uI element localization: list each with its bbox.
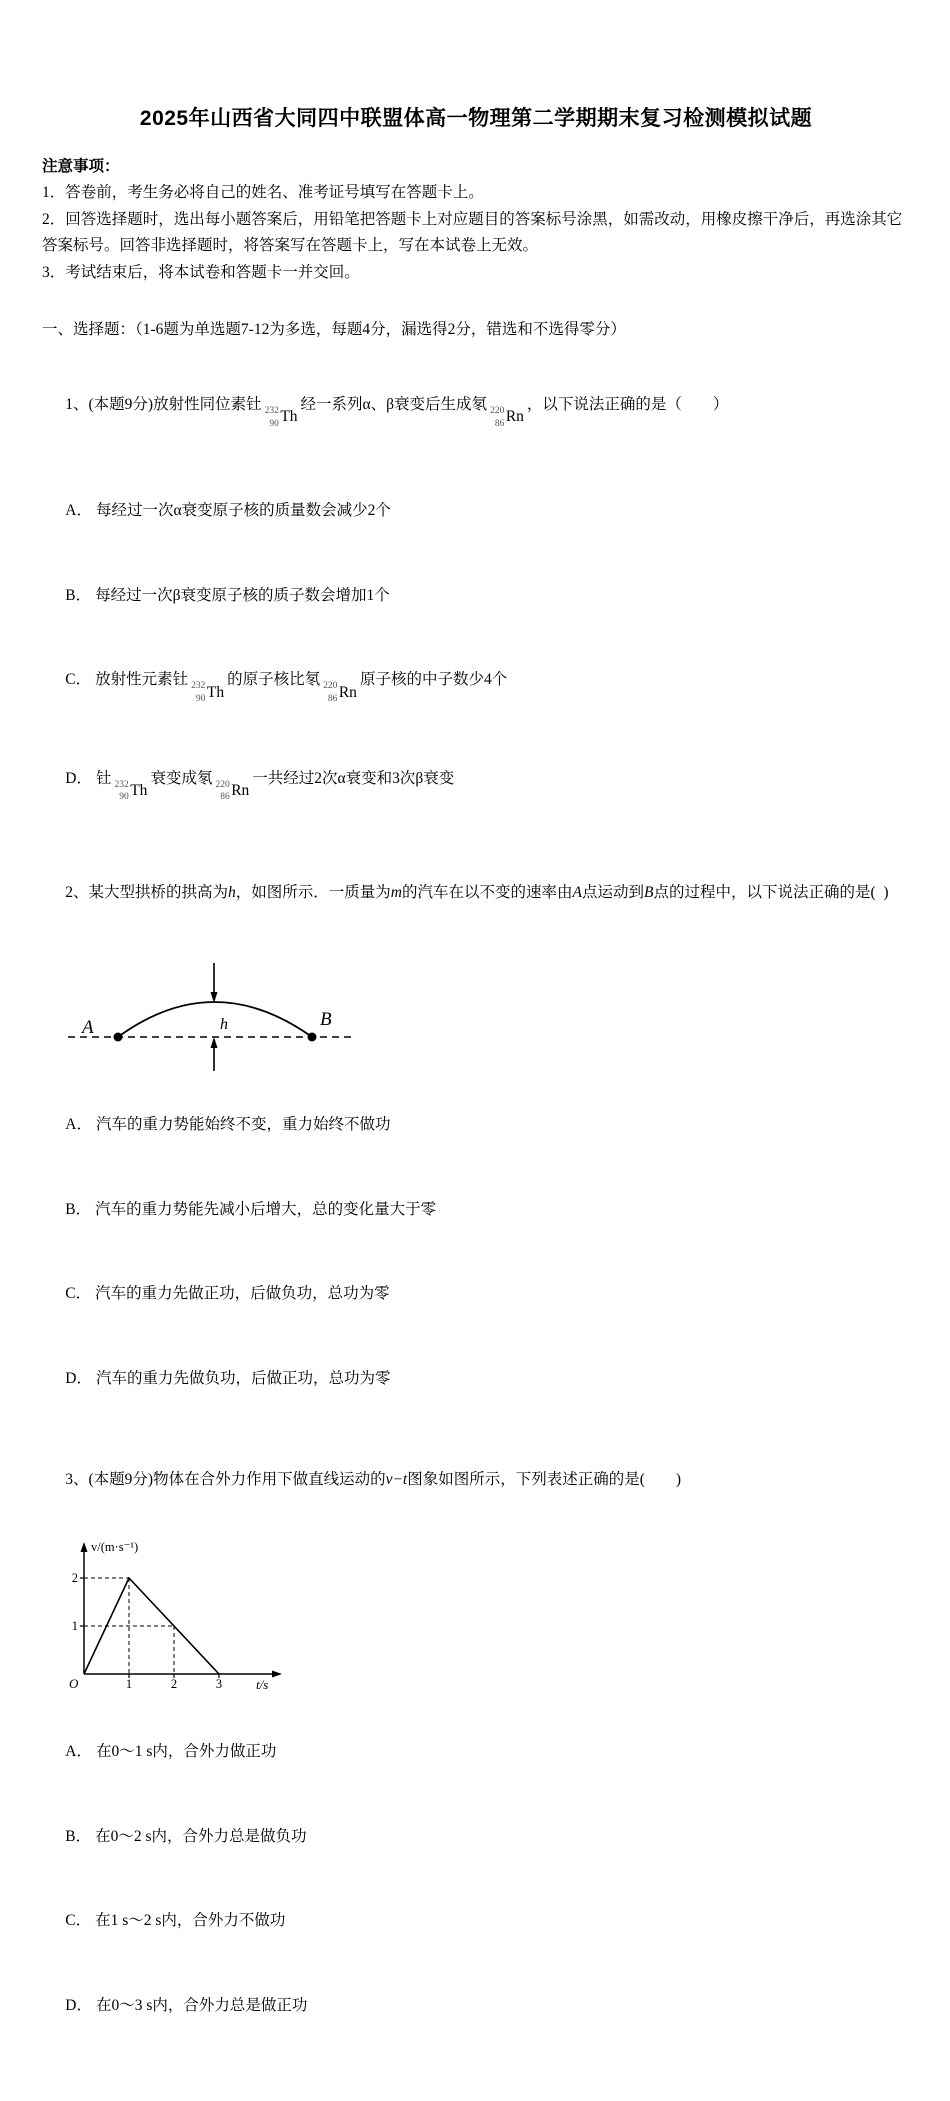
isotope-thorium-232: [114, 779, 147, 804]
x-axis-label: t/s: [256, 1676, 269, 1692]
question-3-stem: [42, 1438, 910, 1524]
q2-stem-text-3: 的汽车在以不变的速率由: [401, 884, 573, 902]
element-symbol: Th: [130, 782, 148, 800]
q3-option-a: [42, 1717, 910, 1787]
mass-number: 232: [264, 406, 279, 417]
question-1-stem: [42, 363, 910, 461]
option-text-3: 一共经过2次α衰变和3次β衰变: [252, 769, 455, 787]
atomic-number: 90: [195, 693, 206, 704]
q2-option-c: [42, 1259, 910, 1329]
atomic-number: 86: [327, 693, 338, 704]
point-a-dot: [114, 1032, 123, 1041]
option-text-3: 原子核的中子数少4个: [359, 671, 508, 689]
y-tick-2: 2: [71, 1570, 78, 1585]
q3-option-d: [42, 1971, 910, 2041]
q2-option-d: [42, 1344, 910, 1414]
origin-label: O: [69, 1675, 79, 1691]
option-text-1: 钍: [95, 769, 112, 787]
option-text: 在0～3 s内，合外力总是做正功: [95, 1997, 308, 2015]
figure-label-h: h: [220, 1015, 228, 1033]
page-title: 2025年山西省大同四中联盟体高一物理第二学期期末复习检测模拟试题: [139, 107, 813, 130]
variable-h: h: [228, 884, 236, 902]
q2-option-a: [42, 1090, 910, 1160]
q1-stem-text-3: ，以下说法正确的是（ ）: [526, 396, 729, 414]
mass-number: 220: [490, 406, 505, 417]
option-label: B．: [65, 586, 92, 604]
element-symbol: Th: [280, 408, 298, 426]
x-tick-3: 3: [215, 1676, 223, 1691]
option-label: A．: [65, 501, 92, 519]
x-axis-arrow: [272, 1670, 282, 1677]
variable-v-t: v−t: [385, 1471, 408, 1489]
question-3: [42, 1438, 910, 2041]
option-label: A．: [65, 1742, 92, 1760]
arch-bridge-figure: [56, 953, 366, 1075]
q2-stem-text-2: ，如图所示．一质量为: [235, 884, 391, 902]
notice-heading: 注意事项：: [42, 158, 120, 175]
question-2: [42, 851, 910, 1414]
variable-a: A: [572, 884, 582, 902]
q1-option-c: [42, 645, 910, 728]
atomic-number: 86: [220, 791, 230, 802]
q2-option-b: [42, 1174, 910, 1244]
velocity-line: [84, 1578, 219, 1674]
option-label: D．: [65, 769, 92, 787]
q1-option-a: [42, 476, 910, 546]
q3-stem-text-2: 图象如图所示，下列表述正确的是( ): [407, 1471, 682, 1489]
option-text: 在0～2 s内，合外力总是做负功: [95, 1827, 307, 1845]
mass-number: 232: [114, 779, 129, 790]
option-text: 汽车的重力先做负功，后做正功，总功为零: [95, 1370, 391, 1388]
option-label: D．: [65, 1997, 92, 2015]
option-label: B．: [65, 1827, 92, 1845]
q1-stem-text-2: 经一系列α、β衰变后生成氡: [300, 396, 488, 414]
figure-label-a: A: [82, 1016, 94, 1038]
option-text-2: 的原子核比氡: [227, 671, 321, 689]
mass-number: 220: [215, 779, 230, 790]
figure-label-b: B: [320, 1008, 332, 1030]
element-symbol: Rn: [338, 684, 357, 702]
up-arrow-head: [211, 1037, 218, 1048]
isotope-radon-220: [215, 779, 249, 804]
option-text: 每经过一次α衰变原子核的质量数会减少2个: [95, 501, 391, 519]
velocity-time-graph-figure: [44, 1534, 294, 1702]
question-2-stem: [42, 851, 910, 937]
question-1: [42, 363, 910, 827]
option-text: 每经过一次β衰变原子核的质子数会增加1个: [95, 586, 390, 604]
notice-item-1: 1．答卷前，考生务必将自己的姓名、准考证号填写在答题卡上。: [42, 184, 484, 201]
option-label: B．: [65, 1200, 92, 1218]
section-heading: 一、选择题：（1-6题为单选题7-12为多选，每题4分，漏选得2分，错选和不选得零分）: [42, 320, 626, 338]
q3-option-b: [42, 1801, 910, 1871]
y-axis-label: v/(m·s⁻¹): [91, 1539, 139, 1554]
x-tick-2: 2: [170, 1676, 178, 1691]
option-text-1: 放射性元素钍: [95, 671, 189, 689]
atomic-number: 90: [119, 791, 129, 802]
y-tick-1: 1: [71, 1618, 78, 1633]
option-label: D．: [65, 1370, 92, 1388]
q2-stem-text-1: 2、某大型拱桥的拱高为: [65, 884, 229, 902]
q1-option-d: [42, 743, 910, 826]
option-label: C．: [65, 1285, 92, 1303]
notice-item-3: 3．考试结束后，将本试卷和答题卡一并交回。: [42, 263, 360, 281]
isotope-radon-220: [323, 680, 357, 705]
arch-curve: [118, 1002, 312, 1037]
element-symbol: Rn: [505, 408, 524, 426]
option-text-2: 衰变成氡: [150, 769, 213, 787]
notice-section: [42, 154, 910, 287]
mass-number: 220: [323, 681, 338, 692]
option-text: 在0～1 s内，合外力做正功: [95, 1742, 277, 1760]
q3-option-c: [42, 1886, 910, 1956]
element-symbol: Rn: [231, 782, 250, 800]
q1-option-b: [42, 560, 910, 630]
q1-stem-text-1: 1、(本题9分)放射性同位素钍: [65, 396, 262, 414]
option-text: 在1 s～2 s内，合外力不做功: [95, 1912, 286, 1930]
q3-stem-text-1: 3、(本题9分)物体在合外力作用下做直线运动的: [65, 1471, 386, 1489]
isotope-thorium-232: [265, 403, 298, 432]
isotope-thorium-232: [191, 680, 224, 705]
option-label: C．: [65, 671, 92, 689]
option-text: 汽车的重力势能始终不变，重力始终不做功: [95, 1115, 391, 1133]
isotope-radon-220: [490, 403, 524, 432]
point-b-dot: [308, 1032, 317, 1041]
notice-item-2: 2．回答选择题时，选出每小题答案后，用铅笔把答题卡上对应题目的答案标号涂黑，如需改动，用橡皮擦干净后，再选涂其它答案标号。回答非选择题时，将答案写在答题卡上，写在本试卷上无效。: [42, 210, 903, 255]
atomic-number: 90: [269, 418, 279, 429]
variable-b: B: [643, 884, 654, 902]
mass-number: 232: [191, 681, 206, 692]
q2-stem-text-5: 点的过程中，以下说法正确的是( ): [653, 884, 889, 902]
option-label: C．: [65, 1912, 92, 1930]
option-text: 汽车的重力先做正功，后做负功，总功为零: [95, 1285, 390, 1303]
q2-stem-text-4: 点运动到: [581, 884, 644, 902]
x-tick-1: 1: [125, 1676, 133, 1691]
y-axis-arrow: [81, 1542, 88, 1552]
variable-m: m: [390, 884, 402, 902]
element-symbol: Th: [206, 684, 225, 702]
dashed-guides: [84, 1578, 174, 1674]
option-text: 汽车的重力势能先减小后增大，总的变化量大于零: [95, 1200, 437, 1218]
option-label: A．: [65, 1115, 92, 1133]
atomic-number: 86: [494, 418, 505, 429]
